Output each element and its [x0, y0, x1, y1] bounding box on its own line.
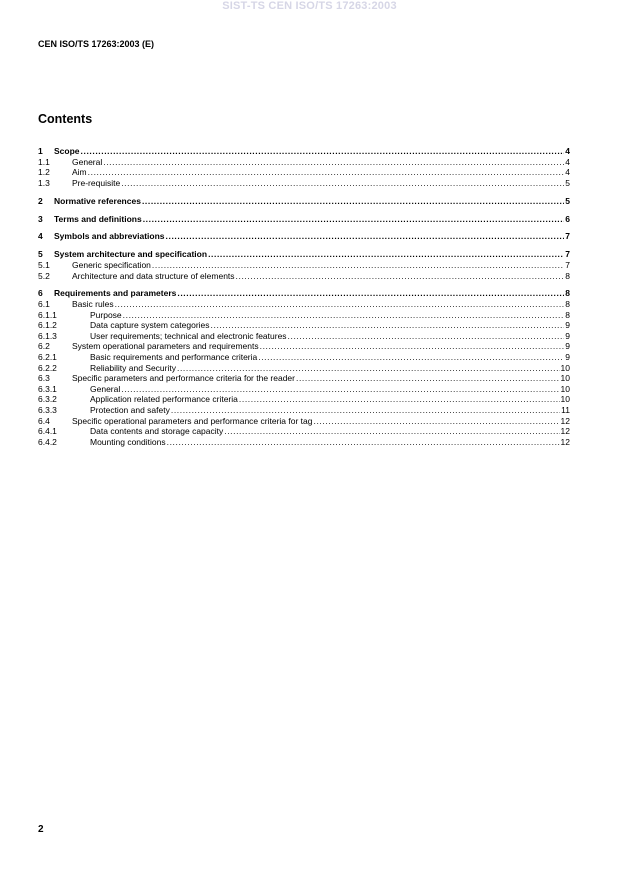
- toc-entry[interactable]: [38, 214, 570, 225]
- toc-entry-page: 4: [565, 167, 570, 178]
- toc-entry-title: Basic requirements and performance criteria: [90, 351, 258, 362]
- toc-entry-title: Protection and safety: [90, 404, 170, 415]
- toc-entry[interactable]: [38, 310, 570, 321]
- toc-entry-title: Purpose: [90, 309, 122, 320]
- toc-entry-number: 1.3: [38, 177, 50, 188]
- toc-entry-number: 6.4.1: [38, 426, 57, 437]
- toc-entry[interactable]: [38, 437, 570, 448]
- toc-dot-leader: [142, 196, 564, 207]
- toc-entry-title: Data contents and storage capacity: [90, 426, 224, 437]
- toc-entry-title: Scope: [54, 146, 80, 156]
- toc-dot-leader: [115, 299, 565, 310]
- toc-entry[interactable]: [38, 146, 570, 157]
- toc-entry[interactable]: [38, 320, 570, 331]
- toc-dot-leader: [166, 231, 565, 242]
- toc-entry-number: 6.4: [38, 415, 50, 426]
- toc-entry-page: 10: [560, 383, 570, 394]
- toc-entry[interactable]: [38, 196, 570, 207]
- toc-entry[interactable]: [38, 331, 570, 342]
- toc-entry-page: 6: [565, 213, 570, 224]
- page-number: 2: [38, 824, 44, 835]
- toc-entry[interactable]: [38, 341, 570, 352]
- toc-entry[interactable]: [38, 288, 570, 299]
- toc-entry-title: Normative references: [54, 195, 141, 206]
- toc-dot-leader: [239, 394, 560, 405]
- toc-entry-page: 5: [565, 177, 570, 188]
- toc-entry-page: 8: [565, 288, 570, 299]
- toc-entry-number: 6.4.2: [38, 436, 57, 447]
- toc-entry-number: 2: [38, 195, 43, 206]
- toc-dot-leader: [167, 437, 560, 448]
- toc-dot-leader: [143, 214, 565, 225]
- toc-dot-leader: [121, 178, 564, 189]
- toc-entry-number: 4: [38, 231, 43, 242]
- toc-entry-number: 5: [38, 249, 43, 260]
- toc-entry-page: 8: [565, 309, 570, 320]
- toc-entry[interactable]: [38, 405, 570, 416]
- toc-entry[interactable]: [38, 249, 570, 260]
- toc-entry-page: 11: [561, 404, 570, 415]
- toc-entry-title: Application related performance criteria: [90, 394, 238, 405]
- toc-dot-leader: [260, 341, 565, 352]
- toc-entry-page: 7: [565, 231, 570, 242]
- toc-dot-leader: [88, 167, 565, 178]
- toc-entry-page: 8: [565, 270, 570, 281]
- toc-entry-title: Terms and definitions: [54, 213, 142, 224]
- toc-entry[interactable]: [38, 363, 570, 374]
- toc-entry[interactable]: [38, 157, 570, 168]
- toc-entry-number: 6.1: [38, 299, 50, 310]
- toc-entry-page: 12: [560, 415, 570, 426]
- toc-dot-leader: [258, 352, 564, 363]
- toc-entry-number: 6.2.2: [38, 362, 57, 373]
- toc-dot-leader: [236, 271, 565, 282]
- toc-entry-number: 6.1.2: [38, 320, 57, 331]
- toc-dot-leader: [171, 405, 560, 416]
- toc-entry-page: 10: [560, 362, 570, 373]
- toc-entry-title: Generic specification: [72, 259, 151, 270]
- toc-entry-page: 10: [560, 373, 570, 384]
- toc-entry-number: 1.1: [38, 156, 50, 167]
- toc-entry-page: 4: [565, 156, 570, 167]
- toc-entry-number: 6.3: [38, 373, 50, 384]
- toc-entry[interactable]: [38, 394, 570, 405]
- toc-entry[interactable]: [38, 384, 570, 395]
- toc-entry-number: 6.3.2: [38, 394, 57, 405]
- toc-dot-leader: [152, 260, 564, 271]
- toc-entry[interactable]: [38, 352, 570, 363]
- toc-entry-title: User requirements; technical and electronic features: [90, 330, 287, 341]
- toc-dot-leader: [177, 363, 560, 374]
- toc-entry[interactable]: [38, 260, 570, 271]
- toc-entry[interactable]: [38, 426, 570, 437]
- toc-entry-title: Data capture system categories: [90, 320, 210, 331]
- contents-title: Contents: [38, 112, 93, 126]
- toc-dot-leader: [103, 157, 564, 168]
- toc-dot-leader: [296, 373, 560, 384]
- toc-entry-title: Specific operational parameters and performance criteria for tag: [72, 415, 313, 426]
- toc-entry-number: 3: [38, 213, 43, 224]
- toc-entry-page: 9: [565, 330, 570, 341]
- toc-entry[interactable]: [38, 373, 570, 384]
- toc-dot-leader: [224, 426, 559, 437]
- toc-entry-title: System architecture and specification: [54, 249, 208, 260]
- toc-entry-page: 7: [565, 249, 570, 260]
- toc-entry-page: 9: [565, 351, 570, 362]
- toc-entry-title: Basic rules: [72, 299, 114, 310]
- toc-entry[interactable]: [38, 167, 570, 178]
- toc-entry-title: Pre-requisite: [72, 177, 121, 188]
- toc-dot-leader: [177, 288, 564, 299]
- table-of-contents: [38, 146, 570, 447]
- toc-entry-number: 5.1: [38, 259, 50, 270]
- toc-entry-page: 4: [565, 146, 570, 156]
- toc-dot-leader: [123, 310, 565, 321]
- toc-entry-number: 6.2.1: [38, 351, 57, 362]
- toc-entry-page: 7: [565, 259, 570, 270]
- toc-dot-leader: [313, 416, 559, 427]
- toc-entry-number: 1.2: [38, 167, 50, 178]
- toc-entry-number: 6.1.3: [38, 330, 57, 341]
- toc-entry[interactable]: [38, 231, 570, 242]
- toc-entry-title: Aim: [72, 167, 87, 178]
- toc-entry-page: 9: [565, 320, 570, 331]
- toc-entry[interactable]: [38, 178, 570, 189]
- toc-entry-title: General: [90, 383, 121, 394]
- toc-entry-title: Architecture and data structure of elements: [72, 270, 235, 281]
- toc-entry-page: 12: [560, 426, 570, 437]
- toc-entry-number: 6.3.1: [38, 383, 57, 394]
- watermark: SIST-TS CEN ISO/TS 17263:2003: [222, 0, 397, 12]
- document-header: CEN ISO/TS 17263:2003 (E): [38, 39, 155, 49]
- toc-entry-title: Mounting conditions: [90, 436, 166, 447]
- toc-entry-page: 12: [560, 436, 570, 447]
- toc-entry[interactable]: [38, 299, 570, 310]
- toc-entry-number: 6.3.3: [38, 404, 57, 415]
- toc-dot-leader: [121, 384, 559, 395]
- toc-dot-leader: [81, 146, 565, 157]
- toc-entry-page: 10: [560, 394, 570, 405]
- toc-entry-number: 1: [38, 146, 43, 156]
- toc-dot-leader: [208, 249, 564, 260]
- toc-dot-leader: [288, 331, 565, 342]
- toc-entry-page: 9: [565, 341, 570, 352]
- toc-entry[interactable]: [38, 416, 570, 427]
- toc-entry-number: 6: [38, 288, 43, 299]
- toc-entry-page: 5: [565, 195, 570, 206]
- toc-entry-title: System operational parameters and requirements: [72, 341, 259, 352]
- toc-entry-title: Requirements and parameters: [54, 288, 177, 299]
- toc-entry-page: 8: [565, 299, 570, 310]
- toc-entry[interactable]: [38, 271, 570, 282]
- toc-entry-title: Specific parameters and performance criteria for the reader: [72, 373, 295, 384]
- toc-entry-number: 5.2: [38, 270, 50, 281]
- toc-entry-number: 6.1.1: [38, 309, 57, 320]
- toc-entry-number: 6.2: [38, 341, 50, 352]
- toc-entry-title: General: [72, 156, 103, 167]
- toc-entry-title: Reliability and Security: [90, 362, 176, 373]
- toc-dot-leader: [211, 320, 565, 331]
- toc-entry-title: Symbols and abbreviations: [54, 231, 165, 242]
